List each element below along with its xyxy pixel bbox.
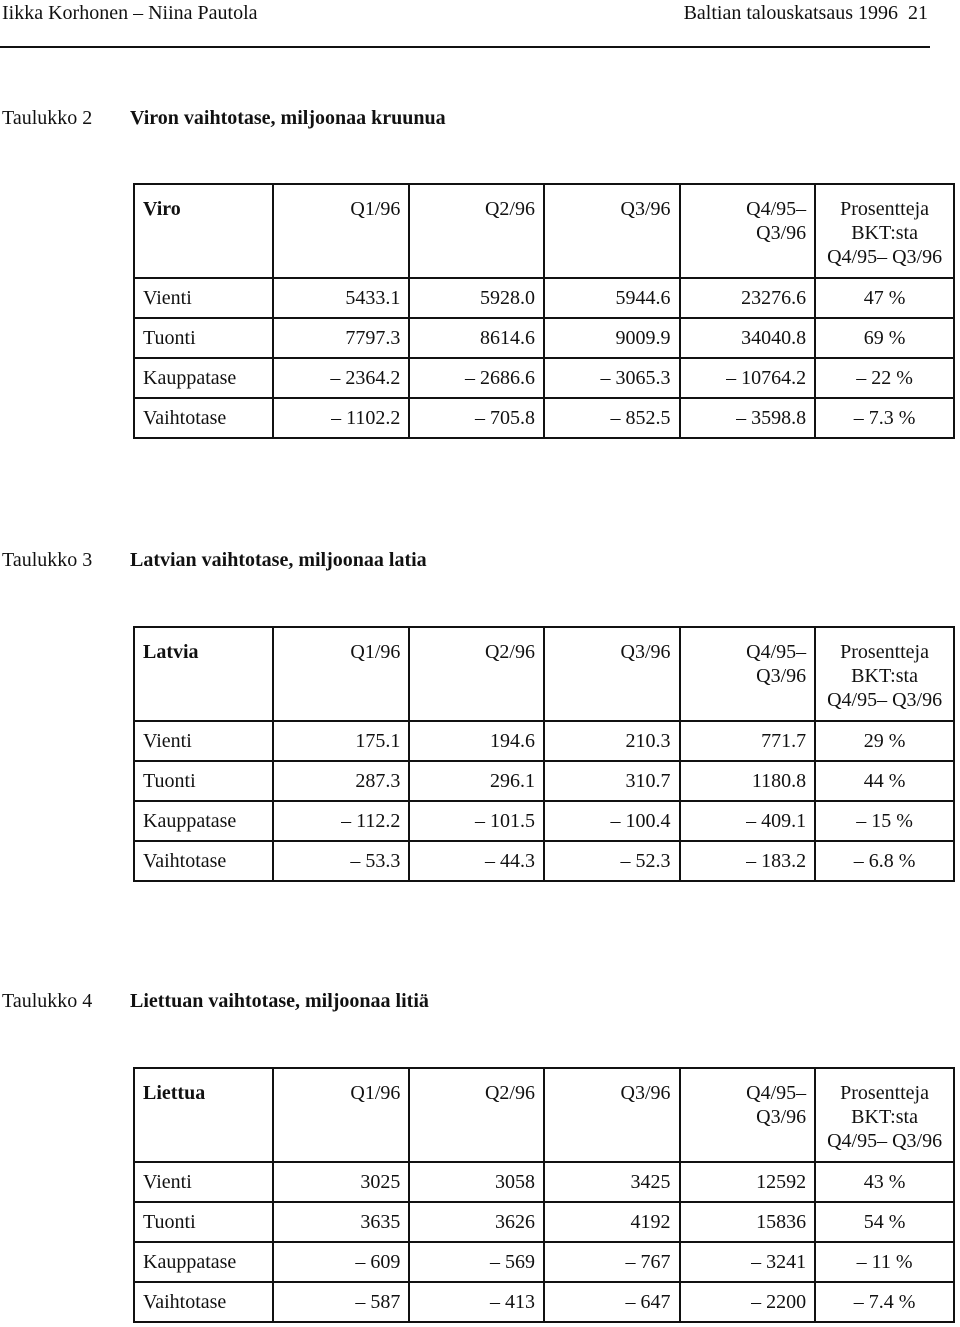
value-cell: – 705.8	[409, 398, 544, 438]
table-label: Taulukko 2	[2, 107, 93, 129]
header-publication-title: Baltian talouskatsaus 1996	[683, 2, 898, 24]
header-authors: Iikka Korhonen – Niina Pautola	[2, 2, 258, 24]
value-cell: 3626	[409, 1202, 544, 1242]
column-header-line: Q1/96	[350, 198, 401, 220]
column-header-line: Q4/95– Q3/96	[827, 1130, 943, 1152]
value-cell: – 587	[273, 1282, 410, 1322]
value-cell: – 44.3	[409, 841, 544, 881]
table-title: Latvian vaihtotase, miljoonaa latia	[130, 549, 427, 571]
value-cell: 194.6	[409, 721, 544, 761]
column-header	[815, 627, 954, 721]
value-cell: 310.7	[544, 761, 680, 801]
table-row	[134, 1282, 954, 1322]
value-cell: 210.3	[544, 721, 680, 761]
column-header	[680, 627, 816, 721]
column-header-line: Q3/96	[620, 641, 671, 663]
table-section	[0, 107, 960, 429]
value-cell: – 101.5	[409, 801, 544, 841]
column-header-line: Prosentteja	[840, 198, 930, 220]
data-table	[133, 183, 955, 439]
value-cell: – 1102.2	[273, 398, 410, 438]
column-header-line: Q4/95– Q3/96	[827, 246, 943, 268]
column-header-line: Q1/96	[350, 641, 401, 663]
table-title: Liettuan vaihtotase, miljoonaa litiä	[130, 990, 429, 1012]
table-header-row	[134, 627, 954, 721]
data-table	[133, 626, 955, 882]
column-header	[680, 1068, 816, 1162]
value-cell: 5928.0	[409, 278, 544, 318]
row-label: Tuonti	[134, 1202, 273, 1242]
table-header-row	[134, 1068, 954, 1162]
value-cell: 1180.8	[680, 761, 816, 801]
column-header	[409, 627, 544, 721]
table-row	[134, 278, 954, 318]
column-header-line: Q2/96	[484, 1082, 535, 1104]
value-cell: 12592	[680, 1162, 816, 1202]
column-header-line: Prosentteja	[840, 1082, 929, 1104]
column-header-line: Q4/95–	[746, 198, 807, 220]
column-header	[815, 1068, 954, 1162]
percent-cell: 47 %	[815, 278, 954, 318]
header-page-number: 21	[908, 2, 928, 24]
column-header	[409, 1068, 544, 1162]
table-row	[134, 1242, 954, 1282]
row-label: Kauppatase	[134, 358, 273, 398]
value-cell: 23276.6	[680, 278, 816, 318]
percent-cell: – 11 %	[815, 1242, 954, 1282]
row-label: Vaihtotase	[134, 841, 273, 881]
row-label: Kauppatase	[134, 801, 273, 841]
value-cell: – 52.3	[544, 841, 680, 881]
value-cell: 3425	[544, 1162, 680, 1202]
table-title: Viron vaihtotase, miljoonaa kruunua	[130, 107, 446, 129]
value-cell: 287.3	[273, 761, 410, 801]
column-header	[409, 184, 544, 278]
percent-cell: 43 %	[815, 1162, 954, 1202]
column-header-line: Q1/96	[350, 1082, 401, 1104]
value-cell: 5433.1	[273, 278, 410, 318]
column-header-line: Q4/95–	[746, 641, 807, 663]
value-cell: 5944.6	[544, 278, 680, 318]
country-header	[134, 627, 273, 721]
value-cell: 175.1	[273, 721, 410, 761]
column-header-line: Q3/96	[756, 665, 807, 687]
value-cell: – 569	[409, 1242, 544, 1282]
column-header	[273, 184, 410, 278]
value-cell: – 53.3	[273, 841, 410, 881]
value-cell: – 183.2	[680, 841, 816, 881]
column-header-line: Viro	[143, 198, 181, 220]
column-header-line: Q3/96	[756, 222, 807, 244]
percent-cell: 54 %	[815, 1202, 954, 1242]
value-cell: – 112.2	[273, 801, 410, 841]
column-header-line: Prosentteja	[840, 641, 929, 663]
country-header	[134, 1068, 273, 1162]
value-cell: – 852.5	[544, 398, 680, 438]
header-rule	[0, 46, 930, 48]
row-label: Vaihtotase	[134, 1282, 273, 1322]
table-row	[134, 721, 954, 761]
percent-cell: – 7.3 %	[815, 398, 954, 438]
column-header-line: Q2/96	[484, 198, 535, 220]
table-row	[134, 358, 954, 398]
percent-cell: – 6.8 %	[815, 841, 954, 881]
table-section	[0, 990, 960, 1313]
percent-cell: – 15 %	[815, 801, 954, 841]
value-cell: – 609	[273, 1242, 410, 1282]
value-cell: 771.7	[680, 721, 816, 761]
row-label: Tuonti	[134, 318, 273, 358]
row-label: Vaihtotase	[134, 398, 273, 438]
column-header	[544, 1068, 680, 1162]
value-cell: – 3065.3	[544, 358, 680, 398]
value-cell: 9009.9	[544, 318, 680, 358]
column-header	[544, 184, 680, 278]
value-cell: – 409.1	[680, 801, 816, 841]
data-table	[133, 1067, 955, 1323]
value-cell: – 100.4	[544, 801, 680, 841]
table-row	[134, 801, 954, 841]
value-cell: – 413	[409, 1282, 544, 1322]
row-label: Kauppatase	[134, 1242, 273, 1282]
table-header-row	[134, 184, 954, 278]
column-header	[273, 627, 410, 721]
table-label: Taulukko 3	[2, 549, 93, 571]
table-row	[134, 318, 954, 358]
table-caption	[0, 549, 960, 589]
table-row	[134, 398, 954, 438]
value-cell: 296.1	[409, 761, 544, 801]
column-header	[273, 1068, 410, 1162]
column-header-line: BKT:sta	[851, 222, 918, 244]
row-label: Vienti	[134, 278, 273, 318]
column-header	[544, 627, 680, 721]
column-header-line: BKT:sta	[851, 1106, 918, 1128]
country-header	[134, 184, 273, 278]
value-cell: – 2364.2	[273, 358, 410, 398]
value-cell: – 767	[544, 1242, 680, 1282]
percent-cell: 29 %	[815, 721, 954, 761]
table-row	[134, 841, 954, 881]
value-cell: 15836	[680, 1202, 816, 1242]
table-row	[134, 1162, 954, 1202]
percent-cell: – 7.4 %	[815, 1282, 954, 1322]
column-header-line: Liettua	[143, 1082, 206, 1104]
value-cell: 3058	[409, 1162, 544, 1202]
table-label: Taulukko 4	[2, 990, 93, 1012]
value-cell: – 2200	[680, 1282, 816, 1322]
percent-cell: 69 %	[815, 318, 954, 358]
table-caption	[0, 107, 960, 147]
value-cell: – 2686.6	[409, 358, 544, 398]
row-label: Tuonti	[134, 761, 273, 801]
table-caption	[0, 990, 960, 1030]
column-header-line: BKT:sta	[851, 665, 918, 687]
column-header-line: Q4/95– Q3/96	[827, 689, 943, 711]
percent-cell: – 22 %	[815, 358, 954, 398]
column-header-line: Latvia	[143, 641, 199, 663]
value-cell: – 3598.8	[680, 398, 816, 438]
value-cell: – 3241	[680, 1242, 816, 1282]
row-label: Vienti	[134, 721, 273, 761]
value-cell: 3025	[273, 1162, 410, 1202]
value-cell: 34040.8	[680, 318, 816, 358]
table-row	[134, 1202, 954, 1242]
column-header-line: Q3/96	[620, 198, 671, 220]
table-row	[134, 761, 954, 801]
row-label: Vienti	[134, 1162, 273, 1202]
column-header-line: Q3/96	[620, 1082, 671, 1104]
page-header	[0, 0, 960, 30]
column-header	[680, 184, 816, 278]
header-publication	[684, 2, 928, 25]
percent-cell: 44 %	[815, 761, 954, 801]
value-cell: – 10764.2	[680, 358, 816, 398]
value-cell: 4192	[544, 1202, 680, 1242]
table-section	[0, 549, 960, 872]
value-cell: – 647	[544, 1282, 680, 1322]
column-header-line: Q2/96	[484, 641, 535, 663]
column-header-line: Q4/95–	[746, 1082, 807, 1104]
value-cell: 7797.3	[273, 318, 410, 358]
value-cell: 8614.6	[409, 318, 544, 358]
value-cell: 3635	[273, 1202, 410, 1242]
column-header	[815, 184, 954, 278]
column-header-line: Q3/96	[756, 1106, 807, 1128]
